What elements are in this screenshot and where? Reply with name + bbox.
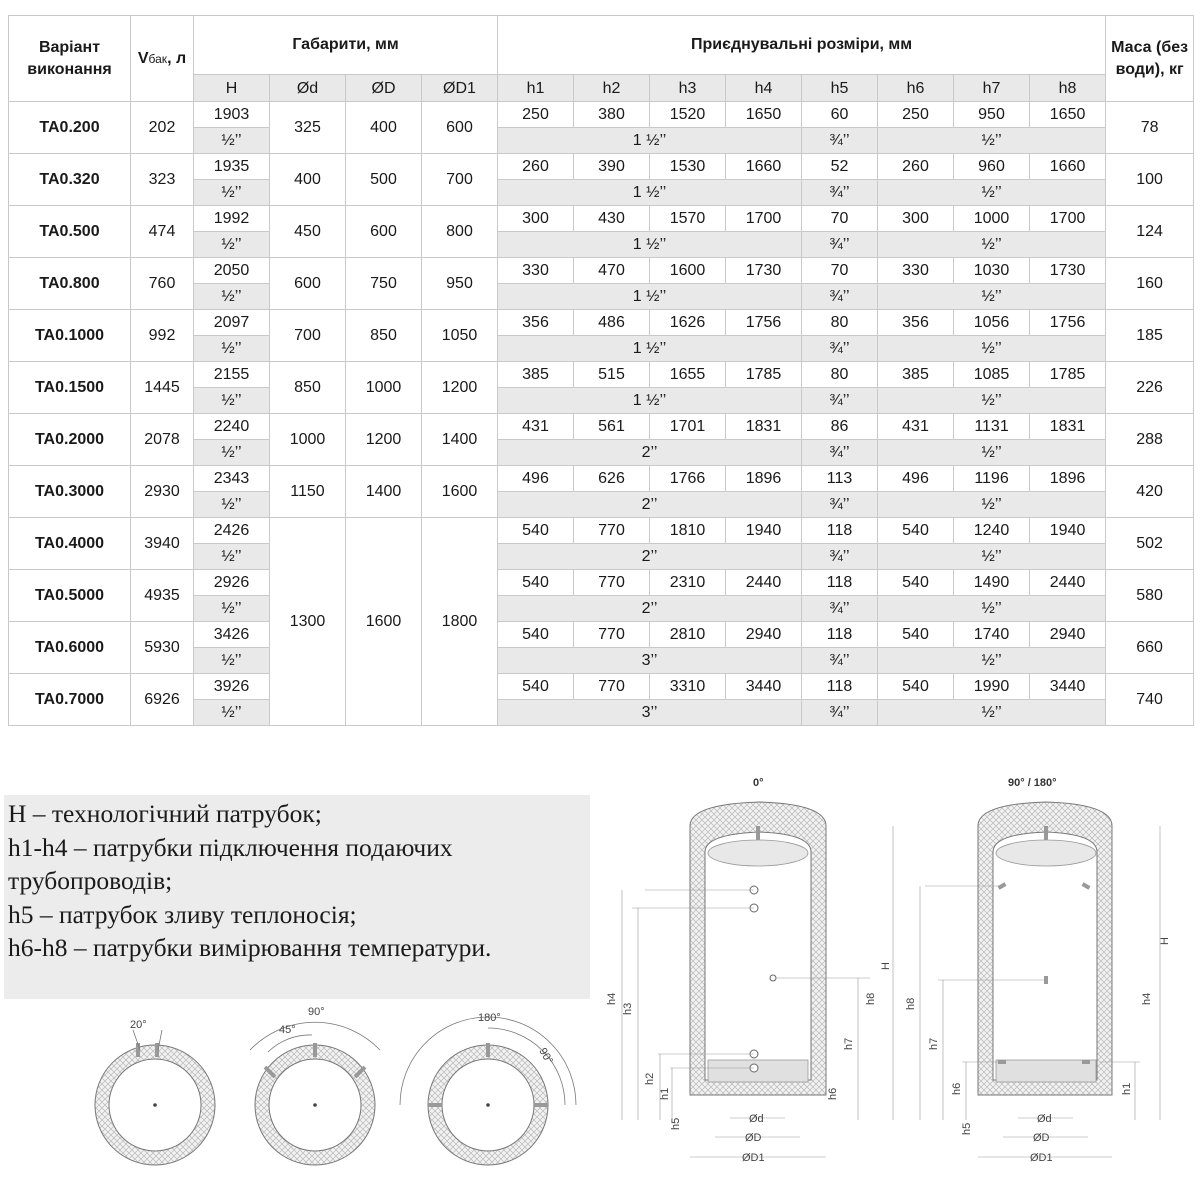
header-volume xyxy=(131,16,194,102)
d-cell: 700 xyxy=(270,310,346,362)
top-view-90 xyxy=(250,1006,380,1165)
drain-size-cell: ¾’’ xyxy=(802,232,878,258)
volume-cell: 202 xyxy=(131,102,194,154)
model-cell: TA0.7000 xyxy=(9,674,131,726)
legend-line-h: H – технологічний патрубок; xyxy=(8,799,322,828)
D-cell-group: 1600 xyxy=(346,518,422,726)
drain-size-cell: ¾’’ xyxy=(802,544,878,570)
h8-cell: 1785 xyxy=(1030,362,1106,388)
h2-cell: 626 xyxy=(574,466,650,492)
D1-cell: 700 xyxy=(422,154,498,206)
h8-cell: 3440 xyxy=(1030,674,1106,700)
header-mass: Маса (без води), кг xyxy=(1106,16,1194,102)
h4-cell: 3440 xyxy=(726,674,802,700)
h6-cell: 540 xyxy=(878,622,954,648)
pipe-size-cell: 3’’ xyxy=(498,648,802,674)
d-cell: 1150 xyxy=(270,466,346,518)
h6-cell: 300 xyxy=(878,206,954,232)
sensor-size-cell: ½’’ xyxy=(878,284,1106,310)
legend-line-pipes: трубопроводів; xyxy=(8,866,173,895)
lbl-D1-left: ØD1 xyxy=(742,1152,765,1164)
d-cell: 325 xyxy=(270,102,346,154)
model-cell: TA0.1500 xyxy=(9,362,131,414)
h7-cell: 1990 xyxy=(954,674,1030,700)
h-size-cell: ½’’ xyxy=(194,180,270,206)
table-row xyxy=(9,362,1194,388)
h-cell: 3426 xyxy=(194,622,270,648)
d-cell: 450 xyxy=(270,206,346,258)
h1-cell: 431 xyxy=(498,414,574,440)
h3-cell: 2810 xyxy=(650,622,726,648)
lbl-h7-right: h7 xyxy=(928,1037,940,1050)
h5-cell: 118 xyxy=(802,518,878,544)
h3-cell: 1520 xyxy=(650,102,726,128)
table-row xyxy=(9,310,1194,336)
h1-cell: 330 xyxy=(498,258,574,284)
drain-size-cell: ¾’’ xyxy=(802,596,878,622)
top-view-180 xyxy=(400,1012,576,1165)
subheader-h5: h5 xyxy=(802,75,878,102)
h-cell: 2240 xyxy=(194,414,270,440)
lbl-h5-right: h5 xyxy=(961,1122,973,1135)
h7-cell: 960 xyxy=(954,154,1030,180)
h1-cell: 540 xyxy=(498,570,574,596)
table-row xyxy=(9,414,1194,440)
h6-cell: 540 xyxy=(878,518,954,544)
legend-line-h6-h8: h6-h8 – патрубки вимірювання температури. xyxy=(8,933,492,962)
volume-cell: 1445 xyxy=(131,362,194,414)
pipe-size-cell: 3’’ xyxy=(498,700,802,726)
pipe-size-cell: 2’’ xyxy=(498,596,802,622)
h7-cell: 1030 xyxy=(954,258,1030,284)
volume-cell: 2930 xyxy=(131,466,194,518)
h3-cell: 3310 xyxy=(650,674,726,700)
h-cell: 1935 xyxy=(194,154,270,180)
h-size-cell: ½’’ xyxy=(194,284,270,310)
h8-cell: 1700 xyxy=(1030,206,1106,232)
volume-cell: 992 xyxy=(131,310,194,362)
D-cell: 500 xyxy=(346,154,422,206)
lbl-h4-right: h4 xyxy=(1141,992,1153,1005)
h1-cell: 540 xyxy=(498,622,574,648)
h-size-cell: ½’’ xyxy=(194,336,270,362)
drain-size-cell: ¾’’ xyxy=(802,388,878,414)
h5-cell: 52 xyxy=(802,154,878,180)
mass-cell: 78 xyxy=(1106,102,1194,154)
h8-cell: 1660 xyxy=(1030,154,1106,180)
h7-cell: 1196 xyxy=(954,466,1030,492)
h5-cell: 118 xyxy=(802,622,878,648)
table-row xyxy=(9,206,1194,232)
mass-cell: 124 xyxy=(1106,206,1194,258)
drain-size-cell: ¾’’ xyxy=(802,336,878,362)
table-row xyxy=(9,674,1194,700)
subheader-d1: ØD1 xyxy=(422,75,498,102)
h1-cell: 260 xyxy=(498,154,574,180)
model-cell: TA0.320 xyxy=(9,154,131,206)
lbl-h3-left: h3 xyxy=(622,1002,634,1015)
d-cell: 600 xyxy=(270,258,346,310)
sensor-size-cell: ½’’ xyxy=(878,700,1106,726)
lbl-H-left: H xyxy=(880,962,892,970)
model-cell: TA0.1000 xyxy=(9,310,131,362)
pipe-size-cell: 2’’ xyxy=(498,544,802,570)
lbl-h2-left: h2 xyxy=(644,1072,656,1085)
pipe-size-cell: 2’’ xyxy=(498,440,802,466)
h8-cell: 2440 xyxy=(1030,570,1106,596)
h-cell: 1903 xyxy=(194,102,270,128)
sensor-size-cell: ½’’ xyxy=(878,596,1106,622)
D1-cell-group: 1800 xyxy=(422,518,498,726)
D1-cell: 800 xyxy=(422,206,498,258)
subheader-h: H xyxy=(194,75,270,102)
h4-cell: 2940 xyxy=(726,622,802,648)
h1-cell: 250 xyxy=(498,102,574,128)
d-cell-group: 1300 xyxy=(270,518,346,726)
h-size-cell: ½’’ xyxy=(194,648,270,674)
table-row xyxy=(9,622,1194,648)
subheader-h8: h8 xyxy=(1030,75,1106,102)
h6-cell: 356 xyxy=(878,310,954,336)
legend-line-h5: h5 – патрубок зливу теплоносія; xyxy=(8,899,357,929)
sensor-size-cell: ½’’ xyxy=(878,336,1106,362)
sensor-size-cell: ½’’ xyxy=(878,128,1106,154)
mass-cell: 502 xyxy=(1106,518,1194,570)
model-cell: TA0.200 xyxy=(9,102,131,154)
D-cell: 600 xyxy=(346,206,422,258)
lbl-D-left: ØD xyxy=(745,1132,762,1144)
table-row xyxy=(9,154,1194,180)
h4-cell: 2440 xyxy=(726,570,802,596)
drain-size-cell: ¾’’ xyxy=(802,180,878,206)
D-cell: 400 xyxy=(346,102,422,154)
mass-cell: 580 xyxy=(1106,570,1194,622)
h6-cell: 385 xyxy=(878,362,954,388)
volume-cell: 474 xyxy=(131,206,194,258)
table-row xyxy=(9,258,1194,284)
D1-cell: 1600 xyxy=(422,466,498,518)
lbl-D-right: ØD xyxy=(1033,1132,1050,1144)
sensor-size-cell: ½’’ xyxy=(878,440,1106,466)
h6-cell: 330 xyxy=(878,258,954,284)
table-row xyxy=(9,570,1194,596)
h4-cell: 1940 xyxy=(726,518,802,544)
h-cell: 2343 xyxy=(194,466,270,492)
subheader-h4: h4 xyxy=(726,75,802,102)
lbl-h6-left: h6 xyxy=(827,1087,839,1100)
h3-cell: 1626 xyxy=(650,310,726,336)
h2-cell: 515 xyxy=(574,362,650,388)
angle-90b-label: 90° xyxy=(536,1045,556,1067)
h7-cell: 1085 xyxy=(954,362,1030,388)
volume-cell: 4935 xyxy=(131,570,194,622)
angle-45-label: 45° xyxy=(279,1024,296,1036)
lbl-h8-left: h8 xyxy=(865,992,877,1005)
h-size-cell: ½’’ xyxy=(194,232,270,258)
pipe-size-cell: 2’’ xyxy=(498,492,802,518)
table-row xyxy=(9,518,1194,544)
h3-cell: 2310 xyxy=(650,570,726,596)
h5-cell: 118 xyxy=(802,674,878,700)
side-title-90-180: 90° / 180° xyxy=(1008,777,1057,789)
h5-cell: 118 xyxy=(802,570,878,596)
h3-cell: 1810 xyxy=(650,518,726,544)
D-cell: 1400 xyxy=(346,466,422,518)
model-cell: TA0.6000 xyxy=(9,622,131,674)
h3-cell: 1600 xyxy=(650,258,726,284)
subheader-h6: h6 xyxy=(878,75,954,102)
h8-cell: 1831 xyxy=(1030,414,1106,440)
h7-cell: 1000 xyxy=(954,206,1030,232)
volume-cell: 3940 xyxy=(131,518,194,570)
h-size-cell: ½’’ xyxy=(194,128,270,154)
D1-cell: 1200 xyxy=(422,362,498,414)
mass-cell: 226 xyxy=(1106,362,1194,414)
table-row xyxy=(9,466,1194,492)
h8-cell: 2940 xyxy=(1030,622,1106,648)
h-size-cell: ½’’ xyxy=(194,388,270,414)
table-row xyxy=(9,102,1194,128)
h2-cell: 486 xyxy=(574,310,650,336)
h6-cell: 250 xyxy=(878,102,954,128)
D-cell: 850 xyxy=(346,310,422,362)
D1-cell: 1050 xyxy=(422,310,498,362)
volume-cell: 323 xyxy=(131,154,194,206)
side-view-0 xyxy=(606,777,893,1164)
drain-size-cell: ¾’’ xyxy=(802,700,878,726)
h-size-cell: ½’’ xyxy=(194,492,270,518)
lbl-h1-right: h1 xyxy=(1121,1082,1133,1095)
h6-cell: 260 xyxy=(878,154,954,180)
lbl-D1-right: ØD1 xyxy=(1030,1152,1053,1164)
header-variant: Варіант виконання xyxy=(9,16,131,102)
pipe-size-cell: 1 ½’’ xyxy=(498,284,802,310)
model-cell: TA0.5000 xyxy=(9,570,131,622)
subheader-h2: h2 xyxy=(574,75,650,102)
subheader-h7: h7 xyxy=(954,75,1030,102)
h-cell: 3926 xyxy=(194,674,270,700)
subheader-d: Ød xyxy=(270,75,346,102)
mass-cell: 100 xyxy=(1106,154,1194,206)
h2-cell: 770 xyxy=(574,570,650,596)
h5-cell: 70 xyxy=(802,258,878,284)
mass-cell: 420 xyxy=(1106,466,1194,518)
tank-diagrams xyxy=(0,760,1200,1178)
h2-cell: 430 xyxy=(574,206,650,232)
h4-cell: 1660 xyxy=(726,154,802,180)
header-connections: Приєднувальні розміри, мм xyxy=(498,16,1106,75)
lbl-h5-left: h5 xyxy=(670,1117,682,1130)
sensor-size-cell: ½’’ xyxy=(878,544,1106,570)
h-cell: 2050 xyxy=(194,258,270,284)
sensor-size-cell: ½’’ xyxy=(878,232,1106,258)
pipe-size-cell: 1 ½’’ xyxy=(498,180,802,206)
drain-size-cell: ¾’’ xyxy=(802,648,878,674)
h4-cell: 1650 xyxy=(726,102,802,128)
drain-size-cell: ¾’’ xyxy=(802,440,878,466)
h7-cell: 1490 xyxy=(954,570,1030,596)
h5-cell: 86 xyxy=(802,414,878,440)
h-cell: 1992 xyxy=(194,206,270,232)
mass-cell: 660 xyxy=(1106,622,1194,674)
header-dimensions: Габарити, мм xyxy=(194,16,498,75)
h4-cell: 1730 xyxy=(726,258,802,284)
model-cell: TA0.4000 xyxy=(9,518,131,570)
model-cell: TA0.800 xyxy=(9,258,131,310)
lbl-h7-left: h7 xyxy=(843,1037,855,1050)
h2-cell: 770 xyxy=(574,622,650,648)
h4-cell: 1785 xyxy=(726,362,802,388)
D-cell: 1000 xyxy=(346,362,422,414)
h1-cell: 385 xyxy=(498,362,574,388)
h2-cell: 390 xyxy=(574,154,650,180)
h3-cell: 1655 xyxy=(650,362,726,388)
h8-cell: 1730 xyxy=(1030,258,1106,284)
h6-cell: 431 xyxy=(878,414,954,440)
h8-cell: 1756 xyxy=(1030,310,1106,336)
header-volume-sub: бак xyxy=(148,51,168,66)
sensor-size-cell: ½’’ xyxy=(878,492,1106,518)
h-cell: 2426 xyxy=(194,518,270,544)
D-cell: 1200 xyxy=(346,414,422,466)
subheader-h3: h3 xyxy=(650,75,726,102)
angle-20-label: 20° xyxy=(130,1019,147,1031)
h-size-cell: ½’’ xyxy=(194,544,270,570)
lbl-h4-left: h4 xyxy=(606,992,618,1005)
h3-cell: 1530 xyxy=(650,154,726,180)
h4-cell: 1831 xyxy=(726,414,802,440)
h4-cell: 1896 xyxy=(726,466,802,492)
legend-line-h1-h4: h1-h4 – патрубки підключення подаючих xyxy=(8,832,453,862)
h-cell: 2097 xyxy=(194,310,270,336)
d-cell: 850 xyxy=(270,362,346,414)
lbl-h6-right: h6 xyxy=(951,1082,963,1095)
subheader-d: ØD xyxy=(346,75,422,102)
h2-cell: 470 xyxy=(574,258,650,284)
model-cell: TA0.2000 xyxy=(9,414,131,466)
volume-cell: 760 xyxy=(131,258,194,310)
lbl-H-right: H xyxy=(1159,937,1171,945)
lbl-d-left: Ød xyxy=(749,1113,764,1125)
header-volume-main: V xyxy=(137,49,149,67)
h-size-cell: ½’’ xyxy=(194,700,270,726)
h6-cell: 540 xyxy=(878,674,954,700)
pipe-size-cell: 1 ½’’ xyxy=(498,232,802,258)
h7-cell: 1131 xyxy=(954,414,1030,440)
pipe-size-cell: 1 ½’’ xyxy=(498,336,802,362)
h8-cell: 1940 xyxy=(1030,518,1106,544)
model-cell: TA0.500 xyxy=(9,206,131,258)
h6-cell: 496 xyxy=(878,466,954,492)
mass-cell: 740 xyxy=(1106,674,1194,726)
h8-cell: 1650 xyxy=(1030,102,1106,128)
side-title-0: 0° xyxy=(753,777,764,789)
h6-cell: 540 xyxy=(878,570,954,596)
d-cell: 400 xyxy=(270,154,346,206)
h4-cell: 1700 xyxy=(726,206,802,232)
h1-cell: 540 xyxy=(498,674,574,700)
h2-cell: 561 xyxy=(574,414,650,440)
pipe-size-cell: 1 ½’’ xyxy=(498,128,802,154)
h2-cell: 770 xyxy=(574,518,650,544)
D1-cell: 600 xyxy=(422,102,498,154)
h3-cell: 1766 xyxy=(650,466,726,492)
h5-cell: 80 xyxy=(802,362,878,388)
mass-cell: 160 xyxy=(1106,258,1194,310)
spec-table xyxy=(8,15,1194,726)
h7-cell: 1240 xyxy=(954,518,1030,544)
h4-cell: 1756 xyxy=(726,310,802,336)
h7-cell: 950 xyxy=(954,102,1030,128)
h1-cell: 356 xyxy=(498,310,574,336)
mass-cell: 288 xyxy=(1106,414,1194,466)
volume-cell: 2078 xyxy=(131,414,194,466)
h-size-cell: ½’’ xyxy=(194,440,270,466)
d-cell: 1000 xyxy=(270,414,346,466)
D-cell: 750 xyxy=(346,258,422,310)
h7-cell: 1056 xyxy=(954,310,1030,336)
sensor-size-cell: ½’’ xyxy=(878,388,1106,414)
h8-cell: 1896 xyxy=(1030,466,1106,492)
header-volume-unit: , л xyxy=(167,49,187,67)
lbl-d-right: Ød xyxy=(1037,1113,1052,1125)
drain-size-cell: ¾’’ xyxy=(802,128,878,154)
h1-cell: 496 xyxy=(498,466,574,492)
drain-size-cell: ¾’’ xyxy=(802,284,878,310)
sensor-size-cell: ½’’ xyxy=(878,180,1106,206)
volume-cell: 5930 xyxy=(131,622,194,674)
h5-cell: 80 xyxy=(802,310,878,336)
h-cell: 2926 xyxy=(194,570,270,596)
h1-cell: 300 xyxy=(498,206,574,232)
pipe-size-cell: 1 ½’’ xyxy=(498,388,802,414)
lbl-h1-left: h1 xyxy=(659,1087,671,1100)
h-size-cell: ½’’ xyxy=(194,596,270,622)
h5-cell: 113 xyxy=(802,466,878,492)
angle-90-label: 90° xyxy=(308,1006,325,1018)
h-cell: 2155 xyxy=(194,362,270,388)
h5-cell: 60 xyxy=(802,102,878,128)
top-view-20 xyxy=(95,1019,215,1165)
model-cell: TA0.3000 xyxy=(9,466,131,518)
h2-cell: 380 xyxy=(574,102,650,128)
side-view-90-180 xyxy=(905,777,1171,1164)
h1-cell: 540 xyxy=(498,518,574,544)
volume-cell: 6926 xyxy=(131,674,194,726)
mass-cell: 185 xyxy=(1106,310,1194,362)
angle-180-label: 180° xyxy=(478,1012,501,1024)
sensor-size-cell: ½’’ xyxy=(878,648,1106,674)
D1-cell: 1400 xyxy=(422,414,498,466)
h5-cell: 70 xyxy=(802,206,878,232)
drain-size-cell: ¾’’ xyxy=(802,492,878,518)
h3-cell: 1701 xyxy=(650,414,726,440)
h7-cell: 1740 xyxy=(954,622,1030,648)
subheader-h1: h1 xyxy=(498,75,574,102)
h3-cell: 1570 xyxy=(650,206,726,232)
lbl-h8-right: h8 xyxy=(905,997,917,1010)
h2-cell: 770 xyxy=(574,674,650,700)
D1-cell: 950 xyxy=(422,258,498,310)
